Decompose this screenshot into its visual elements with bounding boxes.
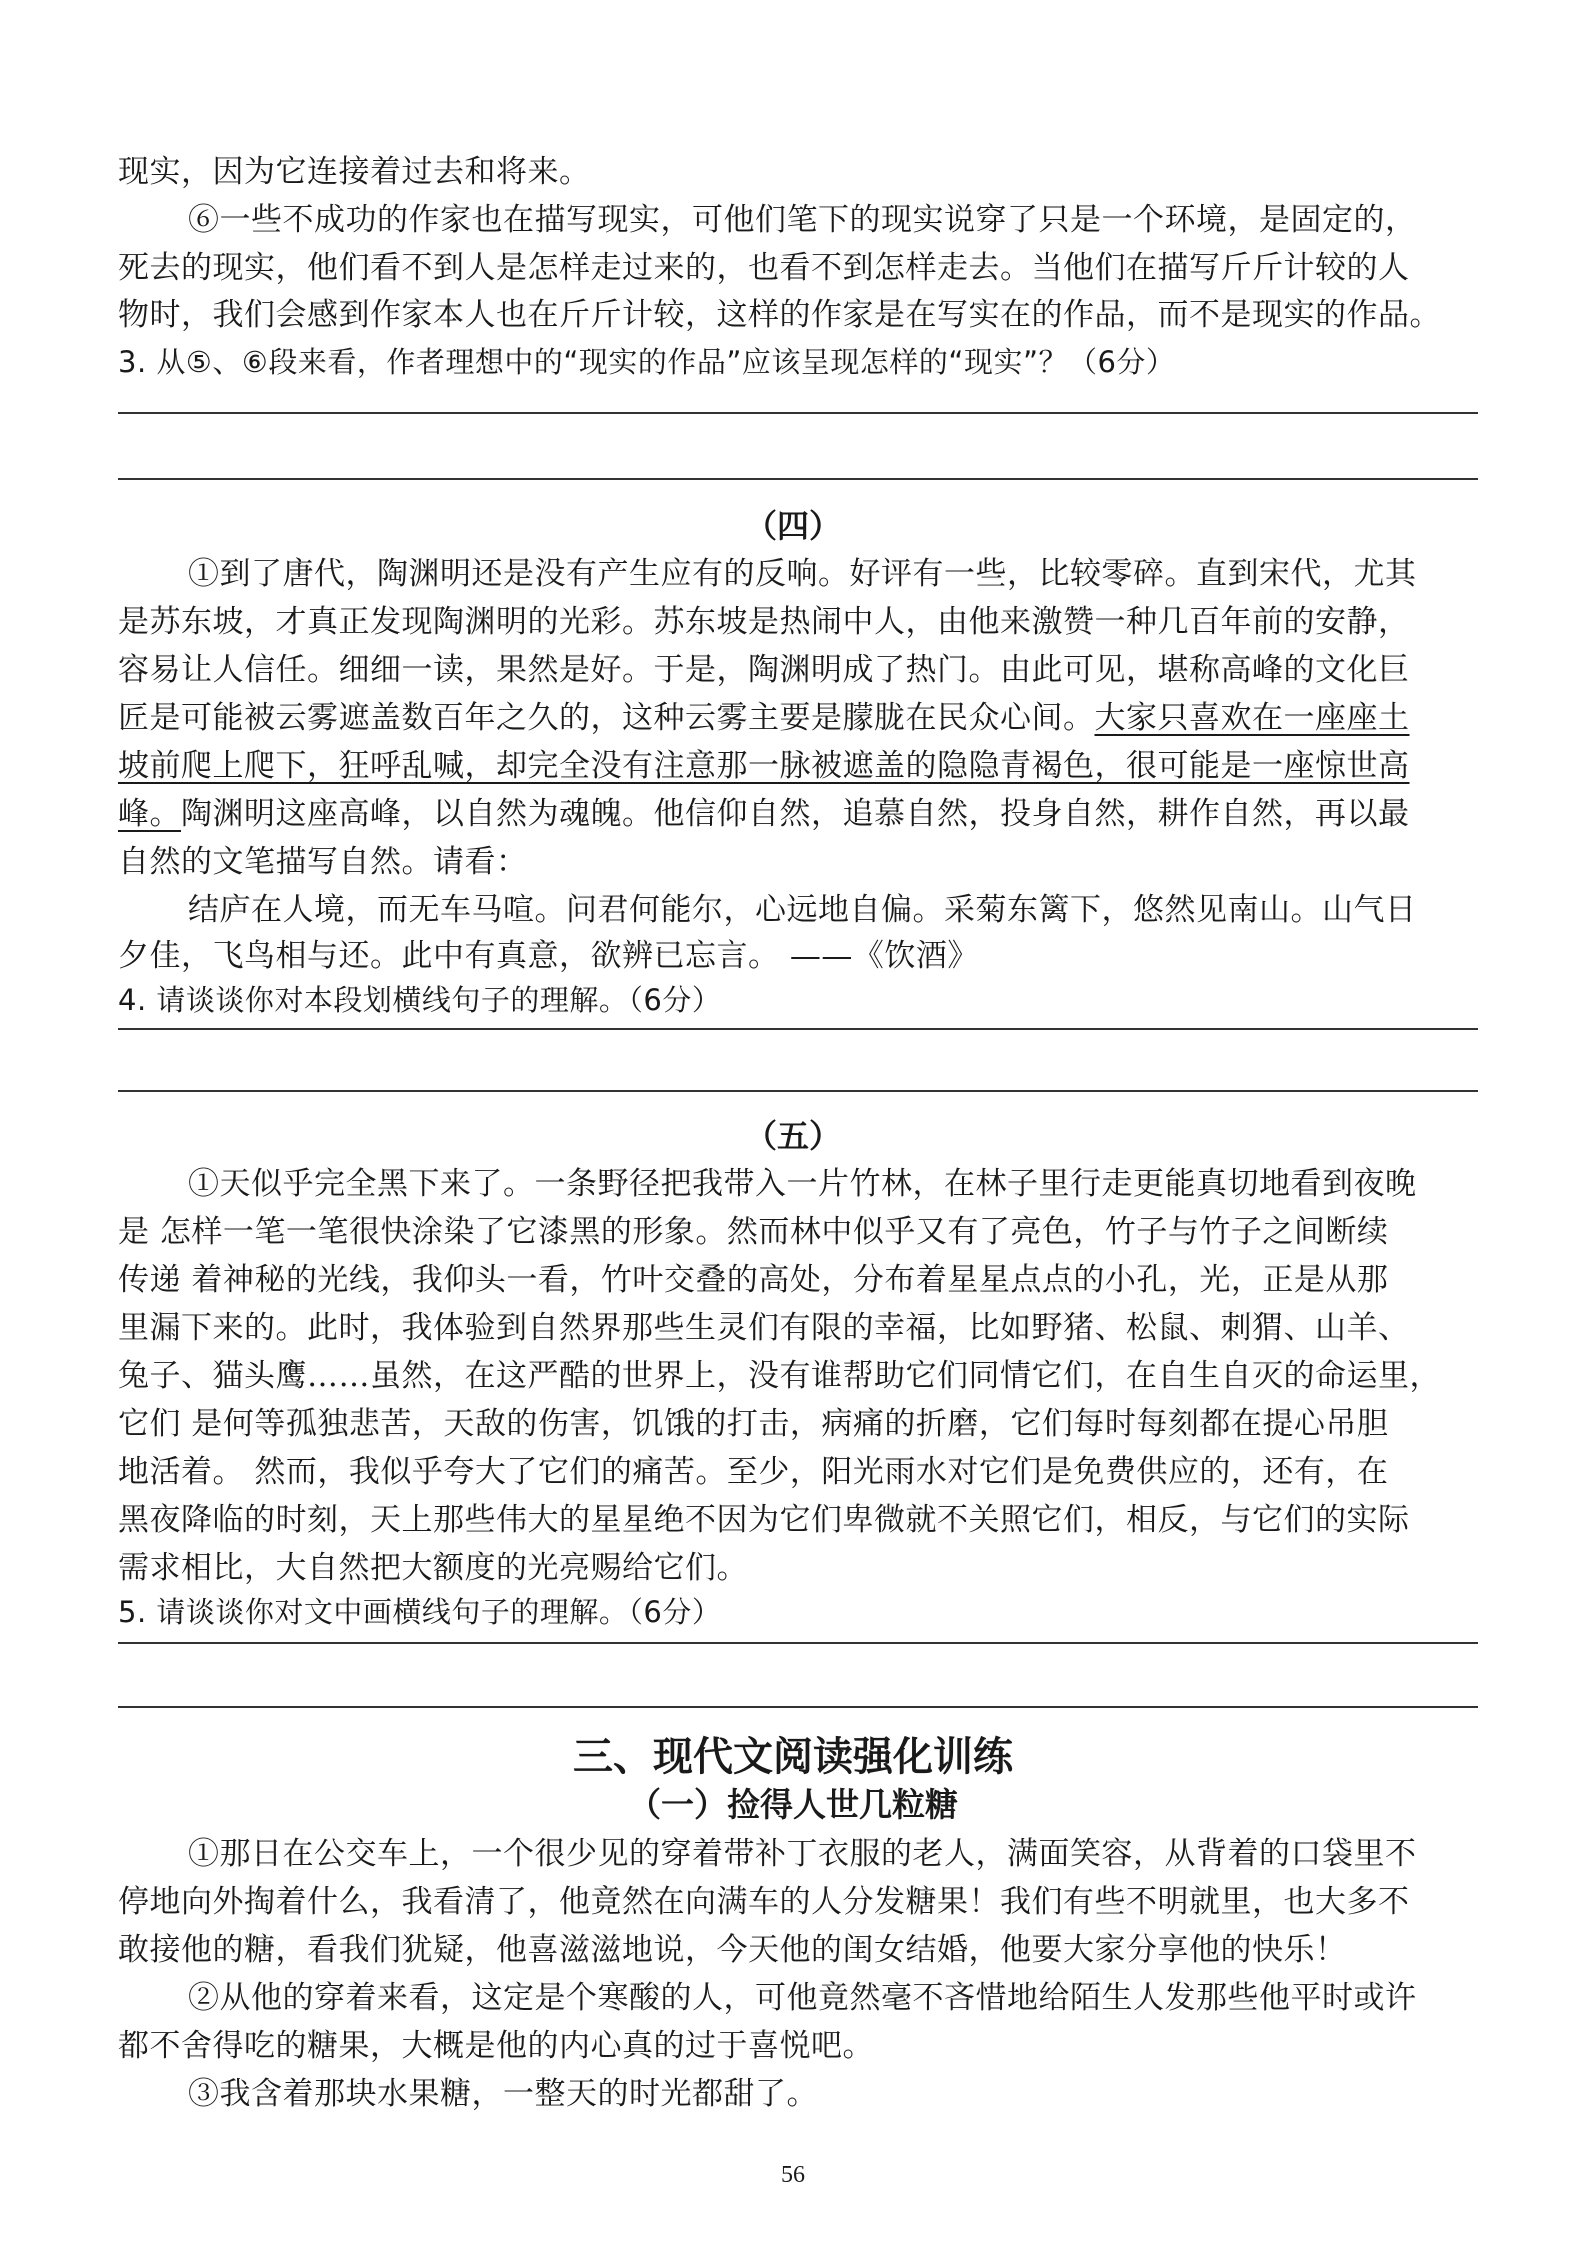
section-5-line: 是 怎样一笔一笔很快涂染了它漆黑的形象。然而林中似乎又有了亮色，竹子与竹子之间断续 bbox=[118, 1214, 1389, 1250]
passage-line: ②从他的穿着来看，这定是个寒酸的人，可他竟然毫不吝惜地给陌生人发那些他平时或许 bbox=[188, 1980, 1417, 2016]
underlined-sentence: 峰。 bbox=[118, 796, 181, 832]
section-5-line: ①天似乎完全黑下来了。一条野径把我带入一片竹林，在林子里行走更能真切地看到夜晚 bbox=[188, 1166, 1417, 1202]
plain-text: 陶渊明这座高峰，以自然为魂魄。他信仰自然，追慕自然，投身自然，耕作自然，再以最 bbox=[181, 796, 1410, 832]
poem-line: 结庐在人境，而无车马喧。问君何能尔，心远地自偏。采菊东篱下，悠然见南山。山气日 bbox=[188, 892, 1417, 928]
passage-line: 敢接他的糖，看我们犹疑，他喜滋滋地说，今天他的闺女结婚，他要大家分享他的快乐！ bbox=[118, 1932, 1347, 1968]
passage-line: ③我含着那块水果糖，一整天的时光都甜了。 bbox=[188, 2076, 818, 2112]
section-5-line: 传递 着神秘的光线，我仰头一看，竹叶交叠的高处，分布着星星点点的小孔，光，正是从那 bbox=[118, 1262, 1389, 1298]
page-number: 56 bbox=[781, 2162, 805, 2188]
passage-line: 都不舍得吃的糖果，大概是他的内心真的过于喜悦吧。 bbox=[118, 2028, 874, 2064]
underlined-sentence: 大家只喜欢在一座座土 bbox=[1094, 700, 1410, 736]
passage-line: 停地向外掏着什么，我看清了，他竟然在向满车的人分发糖果！我们有些不明就里，也大多不 bbox=[118, 1884, 1410, 1920]
section-4-line bbox=[118, 746, 1478, 786]
question-4: 4. 请谈谈你对本段划横线句子的理解。（6分） bbox=[118, 983, 722, 1017]
paragraph-6-line: 物时，我们会感到作家本人也在斤斤计较，这样的作家是在写实在的作品，而不是现实的作品。 bbox=[118, 297, 1441, 333]
section-5-line: 兔子、猫头鹰……虽然，在这严酷的世界上，没有谁帮助它们同情它们，在自生自灭的命运里， bbox=[118, 1358, 1441, 1394]
section-5-title: （五） bbox=[744, 1117, 841, 1155]
question-3: 3. 从⑤、⑥段来看，作者理想中的“现实的作品”应该呈现怎样的“现实”？（6分） bbox=[118, 345, 1176, 379]
question-5: 5. 请谈谈你对文中画横线句子的理解。（6分） bbox=[118, 1595, 722, 1629]
section-4-line bbox=[118, 698, 1478, 738]
section-5-line: 地活着。 然而，我似乎夸大了它们的痛苦。至少，阳光雨水对它们是免费供应的，还有，在 bbox=[118, 1454, 1389, 1490]
answer-line[interactable] bbox=[118, 1028, 1478, 1030]
section-5-line: 它们 是何等孤独悲苦，天敌的伤害，饥饿的打击，病痛的折磨，它们每时每刻都在提心吊胆 bbox=[118, 1406, 1389, 1442]
poem-line: 夕佳，飞鸟相与还。此中有真意，欲辨已忘言。 ——《饮酒》 bbox=[118, 938, 979, 974]
answer-line[interactable] bbox=[118, 412, 1478, 414]
section-5-line: 黑夜降临的时刻，天上那些伟大的星星绝不因为它们卑微就不关照它们，相反，与它们的实际 bbox=[118, 1502, 1410, 1538]
passage-title: （一）捡得人世几粒糖 bbox=[628, 1785, 958, 1824]
section-5-line: 里漏下来的。此时，我体验到自然界那些生灵们有限的幸福，比如野猪、松鼠、刺猬、山羊、 bbox=[118, 1310, 1410, 1346]
section-4-line bbox=[118, 794, 1478, 834]
answer-line[interactable] bbox=[118, 478, 1478, 480]
plain-text: 匠是可能被云雾遮盖数百年之久的，这种云雾主要是朦胧在民众心间。 bbox=[118, 700, 1095, 736]
section-5-line: 需求相比，大自然把大额度的光亮赐给它们。 bbox=[118, 1550, 748, 1586]
paragraph-6-line: ⑥一些不成功的作家也在描写现实，可他们笔下的现实说穿了只是一个环境，是固定的， bbox=[188, 202, 1417, 238]
paragraph-5-end: 现实，因为它连接着过去和将来。 bbox=[118, 154, 591, 190]
passage-line: ①那日在公交车上，一个很少见的穿着带补丁衣服的老人，满面笑容，从背着的口袋里不 bbox=[188, 1836, 1417, 1872]
section-4-line: 自然的文笔描写自然。请看： bbox=[118, 844, 528, 880]
answer-line[interactable] bbox=[118, 1706, 1478, 1708]
section-4-title: （四） bbox=[744, 507, 841, 545]
underlined-sentence: 坡前爬上爬下，狂呼乱喊，却完全没有注意那一脉被遮盖的隐隐青褐色，很可能是一座惊世高 bbox=[118, 748, 1410, 784]
answer-line[interactable] bbox=[118, 1090, 1478, 1092]
paragraph-6-line: 死去的现实，他们看不到人是怎样走过来的，也看不到怎样走去。当他们在描写斤斤计较的人 bbox=[118, 250, 1410, 286]
section-4-line: 是苏东坡，才真正发现陶渊明的光彩。苏东坡是热闹中人，由他来激赞一种几百年前的安静， bbox=[118, 604, 1410, 640]
answer-line[interactable] bbox=[118, 1642, 1478, 1644]
section-4-line: ①到了唐代，陶渊明还是没有产生应有的反响。好评有一些，比较零碎。直到宋代，尤其 bbox=[188, 556, 1417, 592]
section-4-line: 容易让人信任。细细一读，果然是好。于是，陶渊明成了热门。由此可见，堪称高峰的文化巨 bbox=[118, 652, 1410, 688]
part-heading: 三、现代文阅读强化训练 bbox=[573, 1734, 1013, 1780]
